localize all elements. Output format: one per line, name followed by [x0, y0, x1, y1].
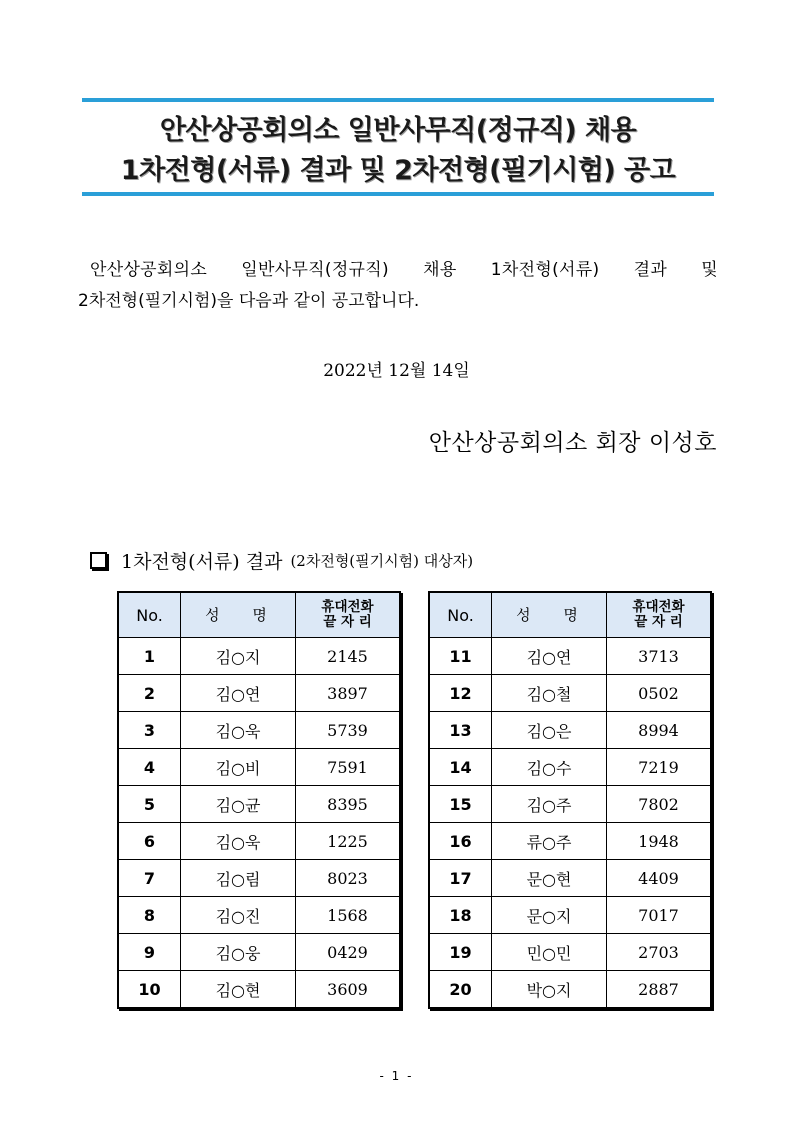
phone-last-digits: 1948 [607, 823, 712, 860]
header-name: 성 명 [492, 592, 607, 638]
table-row [118, 712, 400, 749]
phone-last-digits: 2703 [607, 934, 712, 971]
table-header-row [118, 592, 400, 638]
row-number: 10 [118, 971, 181, 1009]
phone-last-digits: 2887 [607, 971, 712, 1009]
applicant-name: 김○웅 [181, 934, 296, 971]
row-number: 2 [118, 675, 181, 712]
title-bottom-rule [82, 192, 714, 196]
applicant-name: 김○욱 [181, 823, 296, 860]
phone-last-digits: 3609 [296, 971, 401, 1009]
applicant-name: 김○은 [492, 712, 607, 749]
phone-last-digits: 7017 [607, 897, 712, 934]
table-row [118, 897, 400, 934]
row-number: 4 [118, 749, 181, 786]
intro-line-1: 안산상공회의소 일반사무직(정규직) 채용 1차전형(서류) 결과 및 [90, 260, 718, 280]
title-line-2: 1차전형(서류) 결과 및 2차전형(필기시험) 공고 [120, 155, 676, 186]
table-row [429, 675, 711, 712]
applicant-name: 김○비 [181, 749, 296, 786]
applicant-name: 박○지 [492, 971, 607, 1009]
phone-last-digits: 2145 [296, 638, 401, 675]
title-top-rule [82, 98, 714, 102]
applicant-name: 김○수 [492, 749, 607, 786]
row-number: 16 [429, 823, 492, 860]
page-number: - 1 - [379, 1069, 414, 1083]
table-row [429, 638, 711, 675]
applicant-name: 김○림 [181, 860, 296, 897]
header-phone-line2: 끝 자 리 [323, 614, 372, 630]
table-row [118, 860, 400, 897]
title-line-1: 안산상공회의소 일반사무직(정규직) 채용 [159, 115, 637, 146]
row-number: 13 [429, 712, 492, 749]
checkbox-bullet-icon [90, 552, 107, 569]
section-title: 1차전형(서류) 결과 [121, 551, 283, 573]
row-number: 11 [429, 638, 492, 675]
phone-last-digits: 5739 [296, 712, 401, 749]
applicant-name: 문○현 [492, 860, 607, 897]
header-no: No. [118, 592, 181, 638]
row-number: 1 [118, 638, 181, 675]
section-subtitle: (2차전형(필기시험) 대상자) [290, 552, 474, 570]
applicant-name: 김○진 [181, 897, 296, 934]
applicant-name: 김○연 [492, 638, 607, 675]
table-row [429, 897, 711, 934]
phone-last-digits: 4409 [607, 860, 712, 897]
table-row [429, 749, 711, 786]
phone-last-digits: 8395 [296, 786, 401, 823]
table-header-row [429, 592, 711, 638]
header-name: 성 명 [181, 592, 296, 638]
header-phone-line1: 휴대전화 [321, 599, 374, 615]
phone-last-digits: 0502 [607, 675, 712, 712]
table-row [118, 675, 400, 712]
table-row [118, 749, 400, 786]
phone-last-digits: 3713 [607, 638, 712, 675]
row-number: 15 [429, 786, 492, 823]
row-number: 6 [118, 823, 181, 860]
document-title [82, 98, 714, 198]
header-no: No. [429, 592, 492, 638]
table-row [118, 786, 400, 823]
row-number: 18 [429, 897, 492, 934]
applicant-name: 김○지 [181, 638, 296, 675]
table-row [429, 934, 711, 971]
phone-last-digits: 7591 [296, 749, 401, 786]
table-row [118, 934, 400, 971]
header-phone-line2: 끝 자 리 [634, 614, 683, 630]
row-number: 17 [429, 860, 492, 897]
announcement-date: 2022년 12월 14일 [323, 361, 470, 381]
row-number: 12 [429, 675, 492, 712]
header-phone-line1: 휴대전화 [632, 599, 685, 615]
row-number: 3 [118, 712, 181, 749]
applicant-name: 김○욱 [181, 712, 296, 749]
phone-last-digits: 8994 [607, 712, 712, 749]
table-row [429, 712, 711, 749]
row-number: 19 [429, 934, 492, 971]
table-row [429, 860, 711, 897]
phone-last-digits: 8023 [296, 860, 401, 897]
header-phone [607, 592, 712, 638]
table-row [429, 971, 711, 1009]
intro-line-2: 2차전형(필기시험)을 다음과 같이 공고합니다. [78, 291, 420, 311]
row-number: 14 [429, 749, 492, 786]
applicant-name: 문○지 [492, 897, 607, 934]
section-heading [90, 547, 473, 574]
table-row [118, 971, 400, 1009]
applicant-name: 김○주 [492, 786, 607, 823]
signer: 안산상공회의소 회장 이성호 [428, 430, 717, 456]
table-row [118, 823, 400, 860]
applicant-name: 김○현 [181, 971, 296, 1009]
phone-last-digits: 1568 [296, 897, 401, 934]
applicant-name: 류○주 [492, 823, 607, 860]
row-number: 9 [118, 934, 181, 971]
phone-last-digits: 0429 [296, 934, 401, 971]
table-row [118, 638, 400, 675]
applicant-name: 김○균 [181, 786, 296, 823]
phone-last-digits: 7219 [607, 749, 712, 786]
table-row [429, 786, 711, 823]
result-table-right [428, 591, 712, 1009]
row-number: 5 [118, 786, 181, 823]
result-table-left [117, 591, 401, 1009]
row-number: 20 [429, 971, 492, 1009]
header-phone [296, 592, 401, 638]
table-row [429, 823, 711, 860]
applicant-name: 김○철 [492, 675, 607, 712]
intro-paragraph [78, 255, 718, 317]
applicant-name: 김○연 [181, 675, 296, 712]
row-number: 8 [118, 897, 181, 934]
phone-last-digits: 1225 [296, 823, 401, 860]
applicant-name: 민○민 [492, 934, 607, 971]
phone-last-digits: 7802 [607, 786, 712, 823]
row-number: 7 [118, 860, 181, 897]
phone-last-digits: 3897 [296, 675, 401, 712]
